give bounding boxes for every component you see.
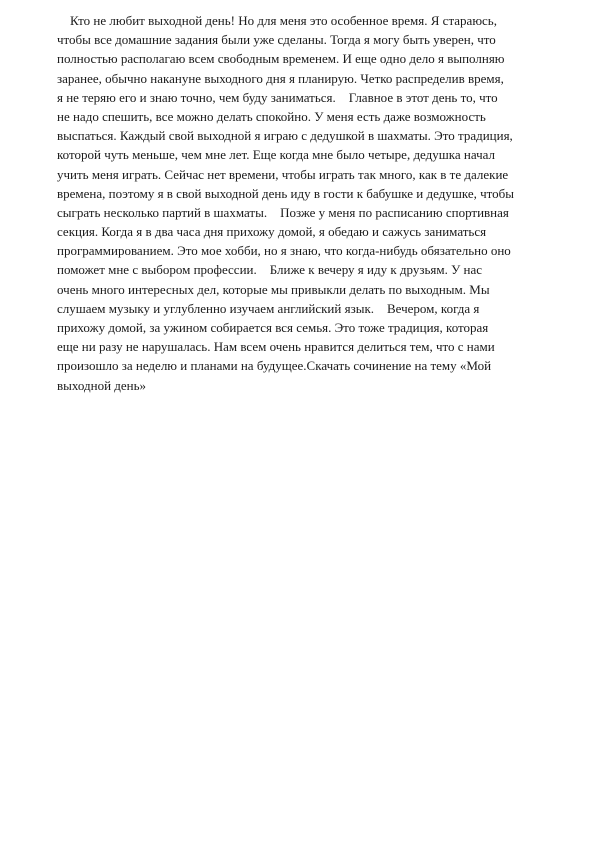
essay-line: поможет мне с выбором профессии. Ближе к вечеру я иду к друзьям. У нас <box>57 262 483 278</box>
essay-line: очень много интересных дел, которые мы привыкли делать по выходным. Мы <box>57 281 490 297</box>
essay-line: произошло за неделю и планами на будущее.Скачать сочинение на тему «Мой <box>57 358 492 374</box>
essay-line: не надо спешить, все можно делать спокойно. У меня есть даже возможность <box>57 108 486 124</box>
essay-line: еще ни разу не нарушалась. Нам всем очень нравится делиться тем, что с нами <box>57 339 495 355</box>
essay-line: Кто не любит выходной день! Но для меня это особенное время. Я стараюсь, <box>57 13 497 28</box>
essay-line: чтобы все домашние задания были уже сделаны. Тогда я могу быть уверен, что <box>57 32 496 48</box>
essay-line: сыграть несколько партий в шахматы. Позже у меня по расписанию спортивная <box>57 204 509 220</box>
essay-line: выходной день» <box>57 377 147 393</box>
essay-line: секция. Когда я в два часа дня прихожу домой, я обедаю и сажусь заниматься <box>57 224 487 240</box>
essay-line: выспаться. Каждый свой выходной я играю с дедушкой в шахматы. Это традиция, <box>57 128 513 144</box>
essay-line: слушаем музыку и углубленно изучаем английский язык. Вечером, когда я <box>57 300 480 316</box>
essay-line: программированием. Это мое хобби, но я знаю, что когда-нибудь обязательно оно <box>57 243 511 259</box>
essay-line: полностью располагаю всем свободным временем. И еще одно дело я выполняю <box>57 51 505 67</box>
essay-line: которой чуть меньше, чем мне лет. Еще когда мне было четыре, дедушка начал <box>57 147 496 163</box>
essay-line: заранее, обычно накануне выходного дня я планирую. Четко распределив время, <box>57 70 504 86</box>
essay-line: я не теряю его и знаю точно, чем буду заниматься. Главное в этот день то, что <box>57 89 498 105</box>
essay-body <box>57 11 567 395</box>
essay-line: учить меня играть. Сейчас нет времени, чтобы играть так много, как в те далекие <box>57 166 509 182</box>
essay-line: времена, поэтому я в свой выходной день иду в гости к бабушке и дедушке, чтобы <box>57 185 515 201</box>
essay-line: прихожу домой, за ужином собирается вся семья. Это тоже традиция, которая <box>57 320 489 335</box>
